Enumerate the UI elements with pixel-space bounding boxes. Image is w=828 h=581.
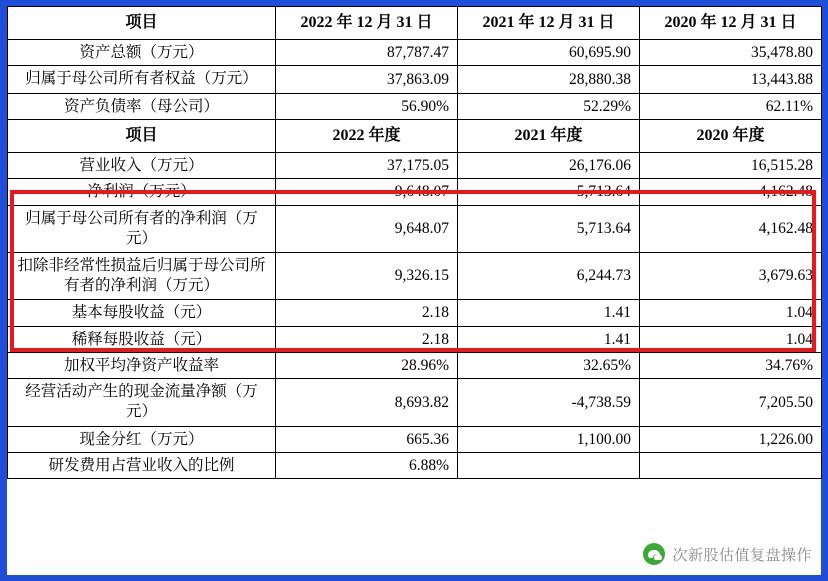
row-label: 稀释每股收益（元） [8, 326, 276, 352]
table-header-row-balance [8, 7, 822, 40]
row-value: 62.11% [640, 93, 822, 119]
row-value: -4,738.59 [458, 379, 640, 426]
row-value: 37,863.09 [276, 66, 458, 93]
table-row [8, 40, 822, 66]
row-value: 4,162.48 [640, 179, 822, 205]
table-row [8, 452, 822, 478]
row-label: 加权平均净资产收益率 [8, 352, 276, 378]
row-label: 基本每股收益（元） [8, 300, 276, 326]
row-label: 归属于母公司所有者权益（万元） [8, 66, 276, 93]
row-label: 净利润（万元） [8, 179, 276, 205]
row-value: 60,695.90 [458, 40, 640, 66]
row-value: 35,478.80 [640, 40, 822, 66]
row-value: 1.41 [458, 326, 640, 352]
header-cell-item: 项目 [8, 7, 276, 40]
row-value: 34.76% [640, 352, 822, 378]
row-value: 665.36 [276, 426, 458, 452]
row-value: 8,693.82 [276, 379, 458, 426]
row-value: 1.04 [640, 300, 822, 326]
watermark-label: 次新股估值复盘操作 [672, 546, 812, 564]
table-header-row-income [8, 119, 822, 152]
row-label: 资产负债率（母公司） [8, 93, 276, 119]
green-circle-logo-icon [643, 543, 665, 565]
row-label: 研发费用占营业收入的比例 [8, 452, 276, 478]
header-cell-2021-year: 2021 年度 [458, 119, 640, 152]
header-cell-2022-date: 2022 年 12 月 31 日 [276, 7, 458, 40]
row-value: 32.65% [458, 352, 640, 378]
row-value: 6,244.73 [458, 252, 640, 299]
row-value [640, 452, 822, 478]
row-value: 5,713.64 [458, 179, 640, 205]
header-cell-2021-date: 2021 年 12 月 31 日 [458, 7, 640, 40]
header-cell-2020-year: 2020 年度 [640, 119, 822, 152]
table-row [8, 93, 822, 119]
table-row [8, 326, 822, 352]
row-value: 37,175.05 [276, 152, 458, 178]
row-label: 经营活动产生的现金流量净额（万元） [8, 379, 276, 426]
frame-border-bottom [0, 575, 828, 581]
row-value: 6.88% [276, 452, 458, 478]
table-row [8, 152, 822, 178]
table-row [8, 252, 822, 299]
frame-border-right [821, 0, 828, 581]
table-row [8, 426, 822, 452]
table-row [8, 379, 822, 426]
financial-summary-table [7, 6, 822, 479]
row-label: 归属于母公司所有者的净利润（万元） [8, 205, 276, 252]
row-value: 1.41 [458, 300, 640, 326]
row-value: 5,713.64 [458, 205, 640, 252]
row-value: 1,226.00 [640, 426, 822, 452]
row-value: 28,880.38 [458, 66, 640, 93]
row-value: 2.18 [276, 326, 458, 352]
row-value: 16,515.28 [640, 152, 822, 178]
table-row [8, 352, 822, 378]
row-label: 资产总额（万元） [8, 40, 276, 66]
row-value: 1,100.00 [458, 426, 640, 452]
row-value: 87,787.47 [276, 40, 458, 66]
row-value [458, 452, 640, 478]
row-label: 扣除非经常性损益后归属于母公司所有者的净利润（万元） [8, 252, 276, 299]
row-value: 4,162.48 [640, 205, 822, 252]
row-value: 9,648.07 [276, 179, 458, 205]
table-row [8, 66, 822, 93]
row-value: 28.96% [276, 352, 458, 378]
row-value: 1.04 [640, 326, 822, 352]
row-value: 3,679.63 [640, 252, 822, 299]
header-cell-item: 项目 [8, 119, 276, 152]
header-cell-2022-year: 2022 年度 [276, 119, 458, 152]
row-value: 2.18 [276, 300, 458, 326]
table-row [8, 179, 822, 205]
table-row [8, 300, 822, 326]
row-label: 营业收入（万元） [8, 152, 276, 178]
row-value: 26,176.06 [458, 152, 640, 178]
row-value: 9,648.07 [276, 205, 458, 252]
table-row [8, 205, 822, 252]
row-value: 56.90% [276, 93, 458, 119]
frame-border-left [0, 0, 7, 581]
watermark [643, 543, 812, 565]
row-value: 9,326.15 [276, 252, 458, 299]
row-value: 13,443.88 [640, 66, 822, 93]
row-value: 7,205.50 [640, 379, 822, 426]
header-cell-2020-date: 2020 年 12 月 31 日 [640, 7, 822, 40]
row-value: 52.29% [458, 93, 640, 119]
row-label: 现金分红（万元） [8, 426, 276, 452]
